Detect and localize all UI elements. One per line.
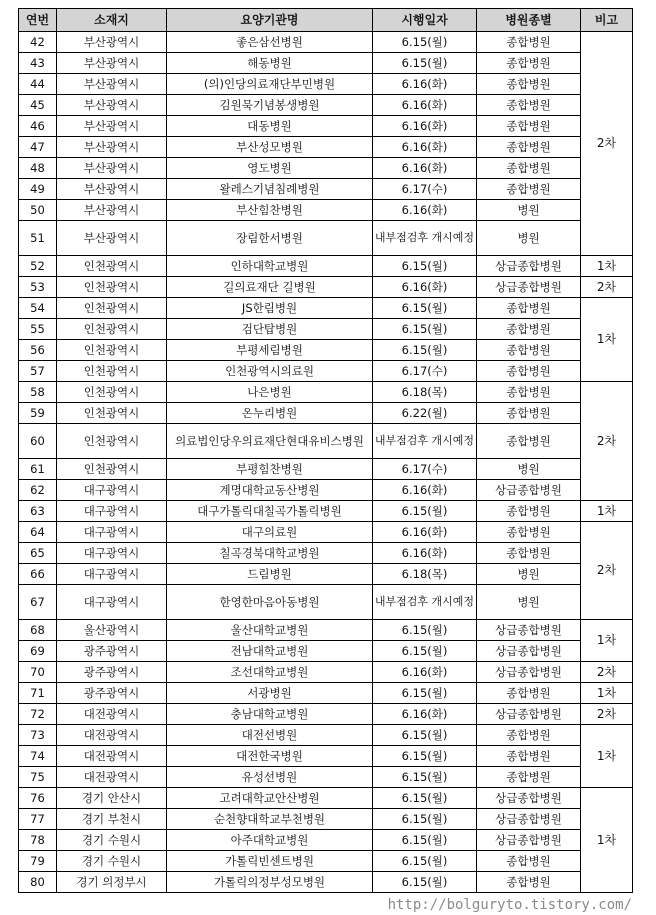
row-no: 62 bbox=[19, 480, 57, 501]
row-location: 대전광역시 bbox=[57, 746, 167, 767]
row-location: 인천광역시 bbox=[57, 319, 167, 340]
row-institution: JS한림병원 bbox=[167, 298, 373, 319]
row-location: 부산광역시 bbox=[57, 137, 167, 158]
row-no: 60 bbox=[19, 424, 57, 459]
row-institution: 계명대학교동산병원 bbox=[167, 480, 373, 501]
row-hospital-type: 상급종합병원 bbox=[477, 620, 581, 641]
row-institution: 부산성모병원 bbox=[167, 137, 373, 158]
row-hospital-type: 종합병원 bbox=[477, 725, 581, 746]
header-no: 연번 bbox=[19, 9, 57, 32]
row-hospital-type: 종합병원 bbox=[477, 382, 581, 403]
table-row bbox=[19, 767, 633, 788]
row-no: 70 bbox=[19, 662, 57, 683]
row-hospital-type: 상급종합병원 bbox=[477, 704, 581, 725]
table-row bbox=[19, 641, 633, 662]
row-no: 72 bbox=[19, 704, 57, 725]
row-date: 6.15(월) bbox=[373, 746, 477, 767]
table-row bbox=[19, 543, 633, 564]
row-institution: 한영한마음아동병원 bbox=[167, 585, 373, 620]
table-row bbox=[19, 662, 633, 683]
row-hospital-type: 종합병원 bbox=[477, 137, 581, 158]
row-no: 75 bbox=[19, 767, 57, 788]
row-date: 6.16(화) bbox=[373, 543, 477, 564]
table-row bbox=[19, 137, 633, 158]
row-hospital-type: 종합병원 bbox=[477, 872, 581, 893]
table-row bbox=[19, 298, 633, 319]
row-no: 74 bbox=[19, 746, 57, 767]
row-location: 인천광역시 bbox=[57, 277, 167, 298]
row-institution: 조선대학교병원 bbox=[167, 662, 373, 683]
row-date: 6.15(월) bbox=[373, 53, 477, 74]
table-row bbox=[19, 179, 633, 200]
row-location: 대전광역시 bbox=[57, 725, 167, 746]
row-remarks: 2차 bbox=[581, 522, 633, 620]
row-date: 6.17(수) bbox=[373, 361, 477, 382]
row-hospital-type: 종합병원 bbox=[477, 543, 581, 564]
row-hospital-type: 종합병원 bbox=[477, 767, 581, 788]
row-location: 부산광역시 bbox=[57, 74, 167, 95]
row-location: 대구광역시 bbox=[57, 543, 167, 564]
row-no: 61 bbox=[19, 459, 57, 480]
row-date: 6.16(화) bbox=[373, 95, 477, 116]
table-row bbox=[19, 116, 633, 137]
row-location: 부산광역시 bbox=[57, 158, 167, 179]
row-date: 6.16(화) bbox=[373, 480, 477, 501]
header-date: 시행일자 bbox=[373, 9, 477, 32]
row-no: 63 bbox=[19, 501, 57, 522]
row-hospital-type: 종합병원 bbox=[477, 116, 581, 137]
row-no: 45 bbox=[19, 95, 57, 116]
row-date: 6.15(월) bbox=[373, 256, 477, 277]
row-date: 6.18(목) bbox=[373, 382, 477, 403]
row-date: 6.16(화) bbox=[373, 158, 477, 179]
row-no: 76 bbox=[19, 788, 57, 809]
row-institution: 검단탑병원 bbox=[167, 319, 373, 340]
table-row bbox=[19, 277, 633, 298]
row-remarks: 1차 bbox=[581, 725, 633, 788]
header-hospital-type: 병원종별 bbox=[477, 9, 581, 32]
row-date: 내부점검후 개시예정 bbox=[373, 585, 477, 620]
row-institution: 길의료재단 길병원 bbox=[167, 277, 373, 298]
row-institution: 해동병원 bbox=[167, 53, 373, 74]
row-date: 6.15(월) bbox=[373, 830, 477, 851]
row-date: 6.15(월) bbox=[373, 725, 477, 746]
row-no: 59 bbox=[19, 403, 57, 424]
row-hospital-type: 병원 bbox=[477, 459, 581, 480]
row-date: 6.15(월) bbox=[373, 620, 477, 641]
row-hospital-type: 종합병원 bbox=[477, 522, 581, 543]
row-institution: 울산대학교병원 bbox=[167, 620, 373, 641]
row-date: 6.15(월) bbox=[373, 683, 477, 704]
row-no: 68 bbox=[19, 620, 57, 641]
table-row bbox=[19, 424, 633, 459]
row-hospital-type: 종합병원 bbox=[477, 340, 581, 361]
row-hospital-type: 상급종합병원 bbox=[477, 788, 581, 809]
row-hospital-type: 상급종합병원 bbox=[477, 480, 581, 501]
row-location: 부산광역시 bbox=[57, 32, 167, 53]
row-date: 6.22(월) bbox=[373, 403, 477, 424]
row-institution: 칠곡경북대학교병원 bbox=[167, 543, 373, 564]
row-date: 6.16(화) bbox=[373, 277, 477, 298]
row-date: 6.17(수) bbox=[373, 459, 477, 480]
table-row bbox=[19, 725, 633, 746]
row-hospital-type: 상급종합병원 bbox=[477, 277, 581, 298]
table-row bbox=[19, 564, 633, 585]
row-date: 6.15(월) bbox=[373, 767, 477, 788]
table-row bbox=[19, 340, 633, 361]
row-hospital-type: 종합병원 bbox=[477, 851, 581, 872]
row-remarks: 1차 bbox=[581, 788, 633, 893]
row-location: 대구광역시 bbox=[57, 480, 167, 501]
row-location: 부산광역시 bbox=[57, 200, 167, 221]
table-row bbox=[19, 788, 633, 809]
row-hospital-type: 종합병원 bbox=[477, 361, 581, 382]
row-institution: 영도병원 bbox=[167, 158, 373, 179]
row-no: 47 bbox=[19, 137, 57, 158]
row-location: 경기 수원시 bbox=[57, 830, 167, 851]
row-institution: 아주대학교병원 bbox=[167, 830, 373, 851]
row-institution: 김원묵기념봉생병원 bbox=[167, 95, 373, 116]
row-no: 54 bbox=[19, 298, 57, 319]
row-institution: 전남대학교병원 bbox=[167, 641, 373, 662]
row-institution: 서광병원 bbox=[167, 683, 373, 704]
table-row bbox=[19, 585, 633, 620]
row-location: 인천광역시 bbox=[57, 340, 167, 361]
row-institution: 부평힘찬병원 bbox=[167, 459, 373, 480]
row-date: 6.15(월) bbox=[373, 788, 477, 809]
row-location: 인천광역시 bbox=[57, 403, 167, 424]
table-row bbox=[19, 501, 633, 522]
row-institution: 왈레스기념침례병원 bbox=[167, 179, 373, 200]
row-hospital-type: 병원 bbox=[477, 585, 581, 620]
row-remarks: 2차 bbox=[581, 32, 633, 256]
table-row bbox=[19, 809, 633, 830]
table-row bbox=[19, 382, 633, 403]
row-remarks: 1차 bbox=[581, 620, 633, 662]
row-date: 6.18(목) bbox=[373, 564, 477, 585]
row-location: 울산광역시 bbox=[57, 620, 167, 641]
row-hospital-type: 상급종합병원 bbox=[477, 641, 581, 662]
row-no: 65 bbox=[19, 543, 57, 564]
row-institution: 나은병원 bbox=[167, 382, 373, 403]
table-body bbox=[19, 32, 633, 893]
row-no: 73 bbox=[19, 725, 57, 746]
row-location: 대전광역시 bbox=[57, 704, 167, 725]
row-institution: 가톨릭의정부성모병원 bbox=[167, 872, 373, 893]
row-date: 6.16(화) bbox=[373, 522, 477, 543]
row-hospital-type: 종합병원 bbox=[477, 179, 581, 200]
table-row bbox=[19, 32, 633, 53]
row-location: 부산광역시 bbox=[57, 221, 167, 256]
table-row bbox=[19, 704, 633, 725]
table-row bbox=[19, 746, 633, 767]
row-date: 6.16(화) bbox=[373, 137, 477, 158]
row-location: 경기 수원시 bbox=[57, 851, 167, 872]
row-location: 광주광역시 bbox=[57, 683, 167, 704]
row-hospital-type: 병원 bbox=[477, 564, 581, 585]
header-institution: 요양기관명 bbox=[167, 9, 373, 32]
row-hospital-type: 상급종합병원 bbox=[477, 830, 581, 851]
hospital-schedule-table bbox=[18, 8, 633, 893]
header-location: 소재지 bbox=[57, 9, 167, 32]
row-location: 광주광역시 bbox=[57, 641, 167, 662]
watermark-url: http://bolguryto.tistory.com/ bbox=[387, 897, 632, 913]
row-hospital-type: 종합병원 bbox=[477, 683, 581, 704]
table-row bbox=[19, 361, 633, 382]
table-row bbox=[19, 851, 633, 872]
row-location: 인천광역시 bbox=[57, 361, 167, 382]
row-no: 64 bbox=[19, 522, 57, 543]
row-location: 경기 의정부시 bbox=[57, 872, 167, 893]
row-remarks: 2차 bbox=[581, 382, 633, 501]
row-remarks: 1차 bbox=[581, 501, 633, 522]
row-institution: 대전선병원 bbox=[167, 725, 373, 746]
row-no: 80 bbox=[19, 872, 57, 893]
table-row bbox=[19, 53, 633, 74]
row-location: 대전광역시 bbox=[57, 767, 167, 788]
row-institution: 대동병원 bbox=[167, 116, 373, 137]
row-hospital-type: 병원 bbox=[477, 221, 581, 256]
row-no: 71 bbox=[19, 683, 57, 704]
row-institution: 부산힘찬병원 bbox=[167, 200, 373, 221]
row-remarks: 2차 bbox=[581, 704, 633, 725]
row-institution: 온누리병원 bbox=[167, 403, 373, 424]
row-location: 광주광역시 bbox=[57, 662, 167, 683]
table-row bbox=[19, 95, 633, 116]
row-no: 42 bbox=[19, 32, 57, 53]
row-no: 66 bbox=[19, 564, 57, 585]
table-row bbox=[19, 74, 633, 95]
row-no: 78 bbox=[19, 830, 57, 851]
row-institution: 대구가톨릭대칠곡가톨릭병원 bbox=[167, 501, 373, 522]
row-hospital-type: 상급종합병원 bbox=[477, 662, 581, 683]
row-no: 79 bbox=[19, 851, 57, 872]
row-date: 6.15(월) bbox=[373, 319, 477, 340]
table-row bbox=[19, 403, 633, 424]
row-no: 46 bbox=[19, 116, 57, 137]
row-date: 6.16(화) bbox=[373, 74, 477, 95]
row-date: 6.15(월) bbox=[373, 32, 477, 53]
row-institution: 순천향대학교부천병원 bbox=[167, 809, 373, 830]
row-institution: 의료법인당우의료재단현대유비스병원 bbox=[167, 424, 373, 459]
row-no: 53 bbox=[19, 277, 57, 298]
row-location: 대구광역시 bbox=[57, 522, 167, 543]
row-no: 77 bbox=[19, 809, 57, 830]
row-no: 51 bbox=[19, 221, 57, 256]
row-hospital-type: 종합병원 bbox=[477, 319, 581, 340]
row-institution: 장림한서병원 bbox=[167, 221, 373, 256]
row-location: 대구광역시 bbox=[57, 564, 167, 585]
row-hospital-type: 종합병원 bbox=[477, 158, 581, 179]
row-location: 대구광역시 bbox=[57, 585, 167, 620]
row-date: 6.16(화) bbox=[373, 704, 477, 725]
row-institution: (의)인당의료재단부민병원 bbox=[167, 74, 373, 95]
row-date: 6.15(월) bbox=[373, 501, 477, 522]
row-hospital-type: 종합병원 bbox=[477, 501, 581, 522]
row-hospital-type: 종합병원 bbox=[477, 53, 581, 74]
row-hospital-type: 상급종합병원 bbox=[477, 809, 581, 830]
row-date: 6.15(월) bbox=[373, 641, 477, 662]
row-location: 인천광역시 bbox=[57, 382, 167, 403]
row-location: 인천광역시 bbox=[57, 459, 167, 480]
row-no: 56 bbox=[19, 340, 57, 361]
table-row bbox=[19, 221, 633, 256]
table-row bbox=[19, 620, 633, 641]
table-row bbox=[19, 319, 633, 340]
row-date: 6.16(화) bbox=[373, 662, 477, 683]
row-no: 55 bbox=[19, 319, 57, 340]
row-no: 52 bbox=[19, 256, 57, 277]
row-date: 내부점검후 개시예정 bbox=[373, 221, 477, 256]
row-institution: 인하대학교병원 bbox=[167, 256, 373, 277]
row-date: 6.15(월) bbox=[373, 872, 477, 893]
row-institution: 충남대학교병원 bbox=[167, 704, 373, 725]
row-institution: 부평세림병원 bbox=[167, 340, 373, 361]
row-location: 부산광역시 bbox=[57, 179, 167, 200]
row-location: 인천광역시 bbox=[57, 298, 167, 319]
table-row bbox=[19, 872, 633, 893]
row-location: 인천광역시 bbox=[57, 424, 167, 459]
table-row bbox=[19, 200, 633, 221]
row-location: 대구광역시 bbox=[57, 501, 167, 522]
row-no: 57 bbox=[19, 361, 57, 382]
row-hospital-type: 종합병원 bbox=[477, 403, 581, 424]
table-row bbox=[19, 459, 633, 480]
row-institution: 고려대학교안산병원 bbox=[167, 788, 373, 809]
row-hospital-type: 병원 bbox=[477, 200, 581, 221]
row-institution: 유성선병원 bbox=[167, 767, 373, 788]
row-remarks: 2차 bbox=[581, 662, 633, 683]
row-date: 6.15(월) bbox=[373, 809, 477, 830]
row-hospital-type: 종합병원 bbox=[477, 298, 581, 319]
row-hospital-type: 종합병원 bbox=[477, 74, 581, 95]
row-location: 부산광역시 bbox=[57, 53, 167, 74]
table-row bbox=[19, 830, 633, 851]
row-institution: 좋은삼선병원 bbox=[167, 32, 373, 53]
row-no: 58 bbox=[19, 382, 57, 403]
header-row bbox=[19, 9, 633, 32]
row-remarks: 1차 bbox=[581, 683, 633, 704]
row-date: 6.17(수) bbox=[373, 179, 477, 200]
row-remarks: 2차 bbox=[581, 277, 633, 298]
row-date: 6.15(월) bbox=[373, 340, 477, 361]
row-location: 경기 안산시 bbox=[57, 788, 167, 809]
row-no: 49 bbox=[19, 179, 57, 200]
row-institution: 인천광역시의료원 bbox=[167, 361, 373, 382]
row-location: 인천광역시 bbox=[57, 256, 167, 277]
row-institution: 대구의료원 bbox=[167, 522, 373, 543]
row-no: 43 bbox=[19, 53, 57, 74]
row-no: 50 bbox=[19, 200, 57, 221]
row-date: 6.16(화) bbox=[373, 116, 477, 137]
row-hospital-type: 종합병원 bbox=[477, 746, 581, 767]
table-row bbox=[19, 480, 633, 501]
row-location: 경기 부천시 bbox=[57, 809, 167, 830]
row-no: 67 bbox=[19, 585, 57, 620]
row-institution: 가톨릭빈센트병원 bbox=[167, 851, 373, 872]
table-row bbox=[19, 256, 633, 277]
row-hospital-type: 종합병원 bbox=[477, 32, 581, 53]
row-no: 69 bbox=[19, 641, 57, 662]
row-date: 6.15(월) bbox=[373, 298, 477, 319]
row-remarks: 1차 bbox=[581, 256, 633, 277]
row-hospital-type: 종합병원 bbox=[477, 95, 581, 116]
row-date: 6.16(화) bbox=[373, 200, 477, 221]
row-no: 44 bbox=[19, 74, 57, 95]
row-location: 부산광역시 bbox=[57, 95, 167, 116]
header-remarks: 비고 bbox=[581, 9, 633, 32]
row-institution: 드림병원 bbox=[167, 564, 373, 585]
table-row bbox=[19, 158, 633, 179]
table-row bbox=[19, 683, 633, 704]
row-hospital-type: 상급종합병원 bbox=[477, 256, 581, 277]
row-remarks: 1차 bbox=[581, 298, 633, 382]
row-institution: 대전한국병원 bbox=[167, 746, 373, 767]
row-no: 48 bbox=[19, 158, 57, 179]
row-date: 6.15(월) bbox=[373, 851, 477, 872]
row-location: 부산광역시 bbox=[57, 116, 167, 137]
row-date: 내부점검후 개시예정 bbox=[373, 424, 477, 459]
table-row bbox=[19, 522, 633, 543]
row-hospital-type: 종합병원 bbox=[477, 424, 581, 459]
